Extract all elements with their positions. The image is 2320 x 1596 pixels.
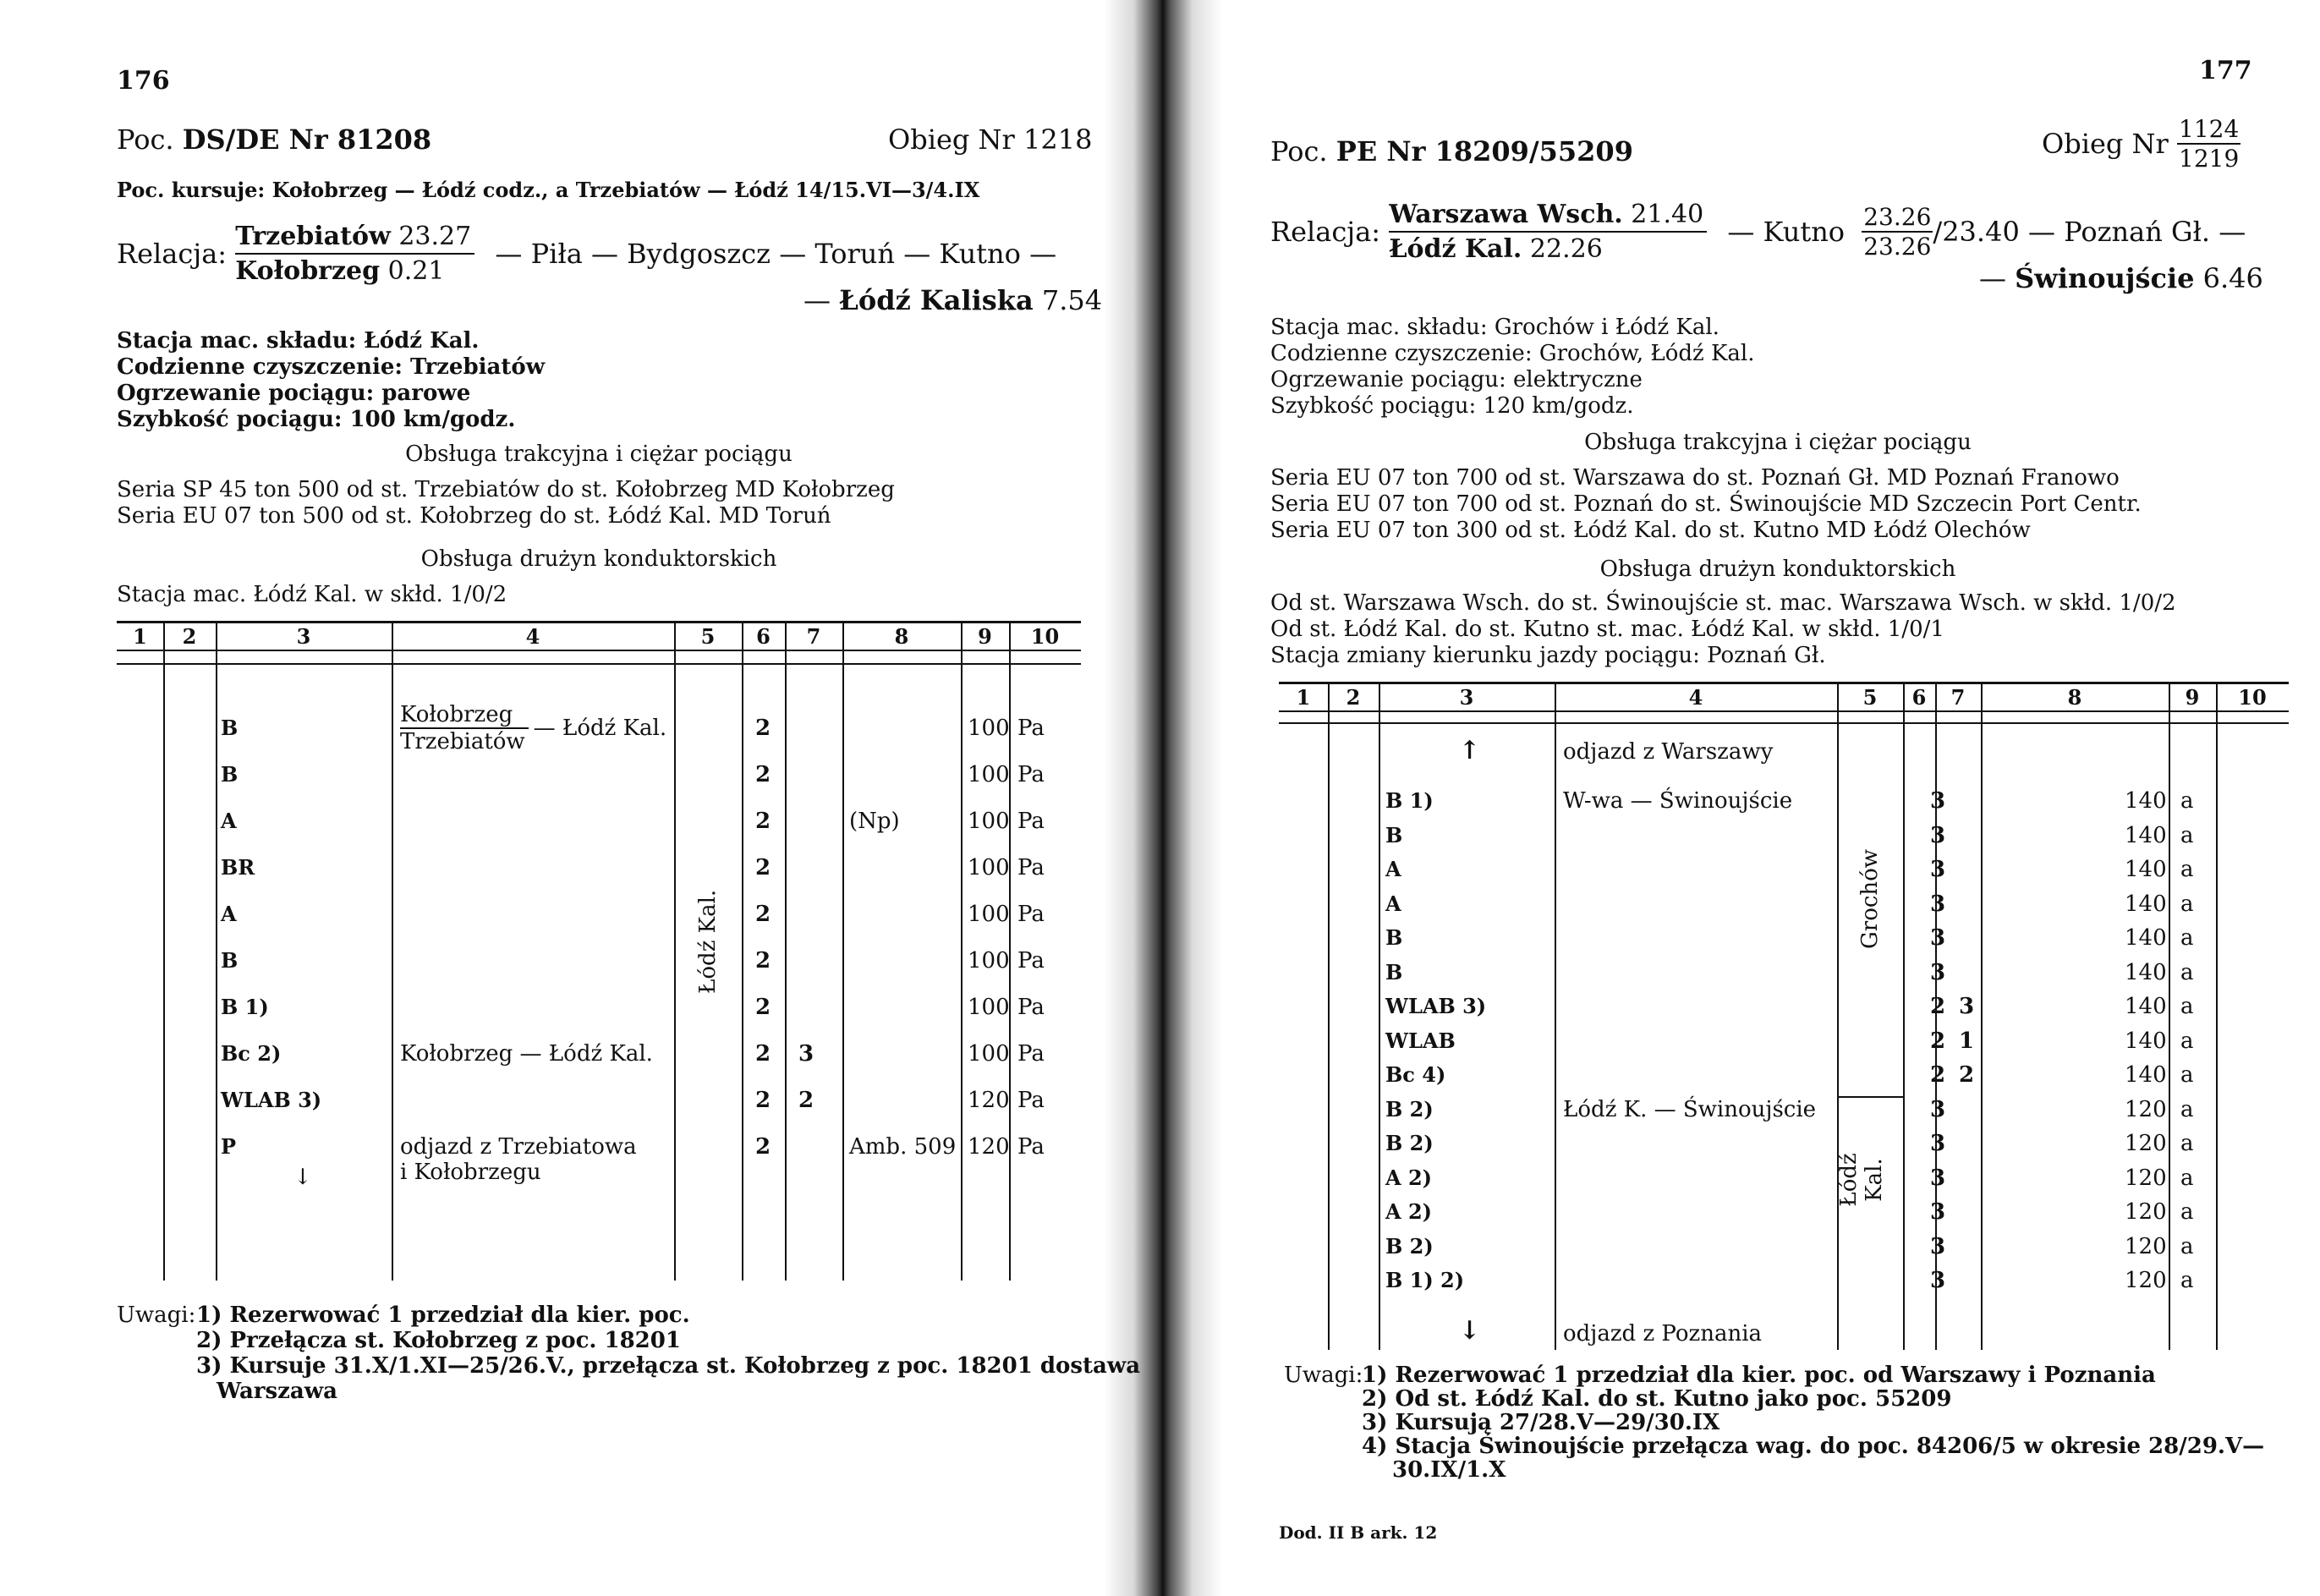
relacja-label: Relacja: <box>117 238 228 270</box>
car-class: B <box>221 948 239 973</box>
car-speed: 120 <box>968 1134 1010 1160</box>
car-type: Pa <box>1017 1088 1045 1113</box>
car-count-col7: 1 <box>1959 1028 1975 1054</box>
relacja-top-time: 23.27 <box>398 222 472 251</box>
relacja-end-prefix: — <box>1979 262 2016 294</box>
relacja-end-station: Świnoujście <box>2015 262 2195 294</box>
car-class: P <box>221 1134 237 1159</box>
traction-block <box>1270 465 2142 544</box>
car-note: (Np) <box>849 809 900 834</box>
obieg-block <box>2042 115 2240 173</box>
car-count: 2 <box>755 1041 771 1067</box>
relacja-bottom-time: 0.21 <box>387 256 445 286</box>
column-header: 2 <box>1346 685 1361 710</box>
car-speed: 100 <box>968 1041 1010 1067</box>
car-count: 3 <box>1930 823 1946 848</box>
table-column-rule <box>216 621 217 1281</box>
car-count: 3 <box>1930 1199 1946 1225</box>
car-type: Pa <box>1017 855 1045 880</box>
car-type: a <box>2180 925 2194 951</box>
obieg-label: Obieg Nr <box>2042 128 2169 160</box>
car-type: a <box>2180 960 2194 985</box>
car-class: B <box>221 716 239 740</box>
route-destination: — Łódź Kal. <box>533 716 667 741</box>
car-type: a <box>2180 788 2194 814</box>
car-type: Pa <box>1017 948 1045 974</box>
column-header: 6 <box>1911 685 1927 710</box>
traction-line: Seria EU 07 ton 700 od st. Warszawa do st. Poznań Gł. MD Poznań Franowo <box>1270 465 2120 491</box>
car-speed: 140 <box>2125 994 2167 1019</box>
car-speed: 100 <box>968 995 1010 1020</box>
car-speed: 100 <box>968 902 1010 927</box>
kursuje-line: Poc. kursuje: Kołobrzeg — Łódź codz., a Trzebiatów — Łódź 14/15.VI—3/4.IX <box>117 178 980 202</box>
train-title <box>1270 135 1633 167</box>
car-route-continued: i Kołobrzegu <box>400 1160 541 1185</box>
relacja-top-time: 21.40 <box>1631 200 1704 229</box>
car-count: 2 <box>755 1088 771 1113</box>
depart-warszawa: odjazd z Warszawy <box>1563 739 1774 765</box>
route-fraction-stations <box>400 702 529 754</box>
car-count: 3 <box>1930 1234 1946 1259</box>
table-column-rule <box>392 621 393 1281</box>
column-5-split-rule <box>1837 1096 1903 1098</box>
car-count: 3 <box>1930 1131 1946 1156</box>
table-column-rule <box>842 621 844 1281</box>
relacja-bottom-time: 22.26 <box>1529 234 1603 264</box>
car-speed: 140 <box>2125 1028 2167 1054</box>
info-line: Ogrzewanie pociągu: elektryczne <box>1270 367 1643 392</box>
car-count: 2 <box>755 1134 771 1160</box>
car-count-col7: 3 <box>798 1041 814 1067</box>
car-count: 2 <box>755 995 771 1020</box>
route-origin: Kołobrzeg <box>400 702 529 729</box>
car-class: B 1) <box>1385 788 1434 813</box>
car-count: 2 <box>755 855 771 880</box>
car-class: B 2) <box>1385 1131 1434 1155</box>
car-class: B 2) <box>1385 1234 1434 1259</box>
car-type: a <box>2180 1199 2194 1225</box>
relacja-route: — Piła — Bydgoszcz — Toruń — Kutno — <box>495 238 1057 270</box>
car-speed: 120 <box>2125 1165 2167 1191</box>
car-type: a <box>2180 1028 2194 1054</box>
car-speed: 140 <box>2125 788 2167 814</box>
kutno-arrival: 23.26 <box>1863 203 1932 231</box>
info-line: Ogrzewanie pociągu: parowe <box>117 381 471 406</box>
car-type: a <box>2180 1062 2194 1088</box>
car-class: A <box>1385 857 1401 881</box>
relacja-bottom-station: Łódź Kal. <box>1389 234 1522 264</box>
info-line: Codzienne czyszczenie: Trzebiatów <box>117 354 546 380</box>
car-class: Bc 4) <box>1385 1062 1446 1087</box>
car-class: B <box>1385 960 1403 984</box>
traction-line: Seria EU 07 ton 700 od st. Poznań do st. Świnoujście MD Szczecin Port Centr. <box>1270 491 2142 517</box>
note-line: 2) Przełącza st. Kołobrzeg z poc. 18201 <box>196 1328 681 1353</box>
car-class: A <box>221 809 237 833</box>
car-type: a <box>2180 1165 2194 1191</box>
arrow-down-icon: ↓ <box>293 1165 312 1190</box>
car-type: a <box>2180 1234 2194 1259</box>
car-speed: 100 <box>968 762 1010 787</box>
train-prefix: Poc. <box>1270 135 1328 167</box>
car-route: Łódź K. — Świnoujście <box>1563 1097 1817 1122</box>
obieg-bottom: 1219 <box>2179 145 2240 173</box>
crew-line: Stacja mac. Łódź Kal. w skłd. 1/0/2 <box>117 582 507 607</box>
note-line: 30.IX/1.X <box>1392 1457 1506 1483</box>
relacja-top-station: Warszawa Wsch. <box>1389 200 1623 229</box>
car-type: Pa <box>1017 1134 1045 1160</box>
car-count: 3 <box>1930 788 1946 814</box>
car-class: B 1) 2) <box>1385 1268 1465 1292</box>
table-column-rule <box>1328 682 1330 1350</box>
column-header: 5 <box>1862 685 1878 710</box>
car-speed: 140 <box>2125 891 2167 917</box>
car-class: A <box>1385 891 1401 916</box>
train-id: DS/DE Nr 81208 <box>182 123 432 156</box>
car-count-col7: 2 <box>798 1088 814 1113</box>
obieg-top: 1124 <box>2179 115 2240 143</box>
table-column-rule <box>785 621 787 1281</box>
column-header: 1 <box>133 624 147 649</box>
car-type: Pa <box>1017 809 1045 834</box>
note-line: 4) Stacja Świnoujście przełącza wag. do poc. 84206/5 w okresie 28/29.V— <box>1362 1434 2265 1459</box>
car-speed: 120 <box>2125 1097 2167 1122</box>
relacja-fraction <box>235 222 474 286</box>
car-count: 2 <box>755 762 771 787</box>
column-header: 9 <box>2185 685 2200 710</box>
car-route: W-wa — Świnoujście <box>1563 788 1793 814</box>
car-type: a <box>2180 891 2194 917</box>
car-note: Amb. 509 <box>849 1134 957 1160</box>
traction-block <box>117 477 895 529</box>
arrow-up-icon: ↑ <box>1459 736 1481 765</box>
kutno-departure: 23.26 <box>1863 233 1932 261</box>
table-top-rule <box>117 621 1081 623</box>
page-number: 177 <box>2199 56 2252 85</box>
car-class: WLAB 3) <box>1385 994 1487 1018</box>
column-5-vertical-label-grochow: Grochów <box>1857 848 1883 949</box>
crew-block <box>1270 590 2176 669</box>
car-count-col7: 2 <box>1959 1062 1975 1088</box>
relacja-end-time: 6.46 <box>2202 262 2263 294</box>
car-class: WLAB 3) <box>221 1088 322 1112</box>
info-block <box>117 328 545 433</box>
car-class: BR <box>221 855 255 880</box>
relacja-end <box>803 284 1102 316</box>
relacja-end-station: Łódź Kaliska <box>839 284 1034 316</box>
train-prefix: Poc. <box>117 123 174 156</box>
relacja-end-time: 7.54 <box>1041 284 1103 316</box>
section-crew-heading: Obsługa drużyn konduktorskich <box>420 546 777 572</box>
car-speed: 100 <box>968 809 1010 834</box>
section-traction-heading: Obsługa trakcyjna i ciężar pociągu <box>405 442 793 467</box>
car-type: a <box>2180 1131 2194 1156</box>
notes-label: Uwagi: <box>1284 1363 1363 1388</box>
car-speed: 140 <box>2125 1062 2167 1088</box>
table-top-rule <box>1279 682 2289 684</box>
car-count: 2 <box>755 809 771 834</box>
column-header: 7 <box>806 624 821 649</box>
info-line: Szybkość pociągu: 100 km/godz. <box>117 407 516 432</box>
car-route: Kołobrzeg — Łódź Kal. <box>400 1041 653 1067</box>
car-speed: 120 <box>2125 1268 2167 1293</box>
car-speed: 140 <box>2125 925 2167 951</box>
car-type: a <box>2180 823 2194 848</box>
relacja-bottom-station: Kołobrzeg <box>235 256 381 286</box>
train-id: PE Nr 18209/55209 <box>1336 135 1633 167</box>
car-speed: 100 <box>968 716 1010 741</box>
car-speed: 100 <box>968 948 1010 974</box>
column-5-vertical-label-kal: Kal. <box>1862 1158 1887 1202</box>
note-line: 1) Rezerwować 1 przedział dla kier. poc. <box>196 1303 690 1328</box>
relacja-end-prefix: — <box>803 284 840 316</box>
traction-line: Seria EU 07 ton 300 od st. Łódź Kal. do st. Kutno MD Łódź Olechów <box>1270 518 2031 543</box>
column-header: 1 <box>1296 685 1311 710</box>
crew-line: Od st. Łódź Kal. do st. Kutno st. mac. Łódź Kal. w skłd. 1/0/1 <box>1270 617 1944 642</box>
footer-signature: Dod. II B ark. 12 <box>1279 1522 1438 1543</box>
column-header: 6 <box>756 624 771 649</box>
car-count: 2 <box>1930 1028 1946 1054</box>
table-column-rule <box>674 621 676 1281</box>
car-class: A 2) <box>1385 1165 1433 1190</box>
notes-label: Uwagi: <box>117 1303 196 1328</box>
car-count: 3 <box>1930 1097 1946 1122</box>
table-column-rule <box>1903 682 1905 1350</box>
relacja-block <box>1270 200 2246 264</box>
column-header: 7 <box>1950 685 1966 710</box>
car-count: 2 <box>1930 994 1946 1019</box>
car-class: A <box>221 902 237 926</box>
table-column-rule <box>2216 682 2218 1350</box>
car-type: Pa <box>1017 762 1045 787</box>
car-type: a <box>2180 857 2194 882</box>
car-count: 2 <box>755 716 771 741</box>
table-column-rule <box>1981 682 1983 1350</box>
car-class: B <box>221 762 239 787</box>
crew-line: Stacja zmiany kierunku jazdy pociągu: Poznań Gł. <box>1270 643 1826 668</box>
table-header-rule <box>1279 710 2289 712</box>
column-header: 8 <box>2067 685 2082 710</box>
car-class: A 2) <box>1385 1199 1433 1224</box>
column-header: 3 <box>1459 685 1474 710</box>
column-header: 2 <box>182 624 197 649</box>
traction-line: Seria EU 07 ton 500 od st. Kołobrzeg do st. Łódź Kal. MD Toruń <box>117 503 831 529</box>
table-column-rule <box>2169 682 2170 1350</box>
page-number: 176 <box>117 66 170 96</box>
route-via: Trzebiatów <box>400 729 525 754</box>
table-column-rule <box>1555 682 1556 1350</box>
car-count: 2 <box>755 902 771 927</box>
car-class: B <box>1385 823 1403 847</box>
car-class: Bc 2) <box>221 1041 282 1066</box>
table-header-rule <box>117 650 1081 651</box>
column-header: 4 <box>525 624 540 649</box>
info-line: Codzienne czyszczenie: Grochów, Łódź Kal. <box>1270 341 1755 366</box>
car-count: 3 <box>1930 1268 1946 1293</box>
car-class: B 2) <box>1385 1097 1434 1122</box>
note-line: 2) Od st. Łódź Kal. do st. Kutno jako poc. 55209 <box>1362 1386 1952 1412</box>
kutno-fraction <box>1862 203 1933 261</box>
car-type: Pa <box>1017 1041 1045 1067</box>
car-speed: 140 <box>2125 960 2167 985</box>
column-header: 10 <box>1030 624 1060 649</box>
note-line: Warszawa <box>217 1379 337 1404</box>
table-column-rule <box>961 621 963 1281</box>
car-count-col7: 3 <box>1959 994 1975 1019</box>
note-line: 1) Rezerwować 1 przedział dla kier. poc. od Warszawy i Poznania <box>1362 1363 2156 1388</box>
table-header-rule-2 <box>117 663 1081 665</box>
car-count: 3 <box>1930 925 1946 951</box>
car-count: 2 <box>755 948 771 974</box>
arrow-down-icon: ↓ <box>1459 1316 1481 1346</box>
car-count: 3 <box>1930 891 1946 917</box>
traction-line: Seria SP 45 ton 500 od st. Trzebiatów do st. Kołobrzeg MD Kołobrzeg <box>117 477 895 502</box>
car-route: odjazd z Trzebiatowa <box>400 1134 637 1160</box>
car-speed: 120 <box>2125 1199 2167 1225</box>
relacja-fraction <box>1389 200 1707 264</box>
car-type: a <box>2180 994 2194 1019</box>
column-header: 9 <box>978 624 992 649</box>
column-header: 5 <box>700 624 716 649</box>
car-count: 2 <box>1930 1062 1946 1088</box>
left-page <box>0 0 1141 1596</box>
car-class: B <box>1385 925 1403 950</box>
car-speed: 100 <box>968 855 1010 880</box>
route-fraction <box>400 702 666 754</box>
relacja-label: Relacja: <box>1270 216 1381 248</box>
info-block <box>1270 315 1755 420</box>
car-count: 3 <box>1930 857 1946 882</box>
obieg-number: Obieg Nr 1218 <box>888 123 1093 156</box>
train-title <box>117 123 431 156</box>
relacja-route: /23.40 — Poznań Gł. — <box>1933 216 2246 248</box>
obieg-fraction <box>2177 115 2240 173</box>
relacja-mid: — Kutno <box>1727 216 1846 248</box>
relacja-end <box>1979 262 2263 294</box>
car-type: Pa <box>1017 716 1045 741</box>
car-speed: 120 <box>2125 1131 2167 1156</box>
section-traction-heading: Obsługa trakcyjna i ciężar pociągu <box>1584 430 1972 455</box>
car-speed: 140 <box>2125 823 2167 848</box>
depart-poznan: odjazd z Poznania <box>1563 1321 1763 1346</box>
column-header: 10 <box>2238 685 2267 710</box>
relacja-block <box>117 222 1056 286</box>
car-count: 3 <box>1930 1165 1946 1191</box>
table-column-rule <box>1379 682 1380 1350</box>
note-line: 3) Kursują 27/28.V—29/30.IX <box>1362 1410 1720 1435</box>
column-5-vertical-label-lodz: Łódź <box>1836 1153 1862 1207</box>
car-type: Pa <box>1017 902 1045 927</box>
car-speed: 120 <box>968 1088 1010 1113</box>
table-column-rule <box>742 621 743 1281</box>
car-class: B 1) <box>221 995 269 1019</box>
table-column-rule <box>163 621 165 1281</box>
info-line: Szybkość pociągu: 120 km/godz. <box>1270 393 1634 419</box>
car-speed: 140 <box>2125 857 2167 882</box>
column-5-vertical-label: Łódź Kal. <box>695 889 721 994</box>
car-class: WLAB <box>1385 1028 1456 1053</box>
relacja-top-station: Trzebiatów <box>235 222 391 251</box>
table-column-rule <box>1837 682 1839 1350</box>
car-type: a <box>2180 1097 2194 1122</box>
car-speed: 120 <box>2125 1234 2167 1259</box>
info-line: Stacja mac. składu: Łódź Kal. <box>117 328 480 354</box>
car-type: Pa <box>1017 995 1045 1020</box>
column-header: 8 <box>894 624 909 649</box>
right-page <box>1218 0 2320 1596</box>
column-header: 3 <box>296 624 311 649</box>
crew-line: Od st. Warszawa Wsch. do st. Świnoujście st. mac. Warszawa Wsch. w skłd. 1/0/2 <box>1270 590 2176 616</box>
car-type: a <box>2180 1268 2194 1293</box>
column-header: 4 <box>1688 685 1703 710</box>
note-line: 3) Kursuje 31.X/1.XI—25/26.V., przełącza st. Kołobrzeg z poc. 18201 dostawa <box>196 1353 1141 1379</box>
info-line: Stacja mac. składu: Grochów i Łódź Kal. <box>1270 315 1719 340</box>
car-count: 3 <box>1930 960 1946 985</box>
section-crew-heading: Obsługa drużyn konduktorskich <box>1599 557 1956 582</box>
table-header-rule-2 <box>1279 722 2289 724</box>
